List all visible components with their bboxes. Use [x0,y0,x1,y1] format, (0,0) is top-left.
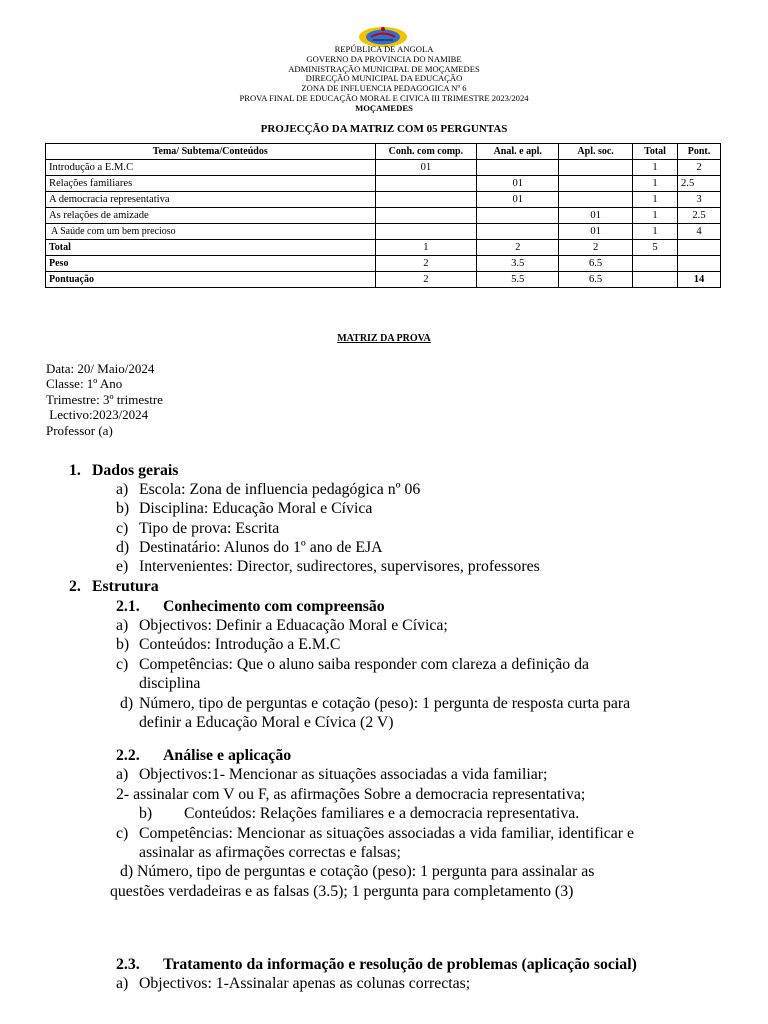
column-header: Apl. soc. [559,144,633,160]
table-cell: 2 [477,240,559,256]
table-cell: 6.5 [559,256,633,272]
list-marker: d) [120,695,134,712]
table-row [46,256,721,272]
info-class: Classe: 1º Ano [46,376,123,392]
list-marker: e) [116,558,129,575]
list-item: Disciplina: Educação Moral e Cívica [139,500,373,517]
header-line: ADMINISTRAÇÃO MUNICIPAL DE MOÇAMEDES [288,63,480,74]
table-cell: Pontuação [46,272,376,288]
list-marker: c) [116,825,129,842]
list-marker: c) [116,520,129,537]
section-title: Dados gerais [92,462,179,479]
column-header: Anal. e apl. [477,144,559,160]
table-cell: Introdução a E.M.C [46,160,376,176]
list-item: Competências: Que o aluno saiba responder com clareza a definição da [139,656,590,673]
list-item: Competências: Mencionar as situações associadas a vida familiar, identificar e [139,825,635,842]
table-row [46,192,721,208]
column-header: Pont. [678,144,721,160]
subsection-title: Tratamento da informação e resolução de problemas (aplicação social) [163,956,637,973]
table-cell: 1 [633,160,678,176]
list-item: Número, tipo de perguntas e cotação (peso): 1 pergunta de resposta curta para [139,695,631,712]
table-cell [375,208,477,224]
table-cell: 01 [477,176,559,192]
table-row [46,272,721,288]
list-marker: b) [116,636,130,653]
list-item-continuation: definir a Educação Moral e Cívica (2 V) [139,714,394,731]
table-cell [633,256,678,272]
list-item: Número, tipo de perguntas e cotação (peso): 1 pergunta para assinalar as [137,863,595,880]
list-item: Conteúdos: Relações familiares e a democracia representativa. [184,805,580,822]
section-number: 2. [69,578,81,595]
header-line: PROVA FINAL DE EDUCAÇÃO MORAL E CIVICA III TRIMESTRE 2023/2024 [239,92,529,103]
section-number: 1. [69,462,81,479]
section-title: Estrutura [92,578,159,595]
table-cell: 5 [633,240,678,256]
subsection-number: 2.2. [116,747,140,764]
table-cell [477,208,559,224]
column-header: Tema/ Subtema/Conteúdos [46,144,376,160]
list-item-continuation: assinalar as afirmações correctas e falsas; [139,844,401,861]
table-cell: 4 [678,224,721,240]
table-cell: 3 [678,192,721,208]
list-item: Objectivos: 1-Assinalar apenas as colunas correctas; [139,975,471,992]
table-cell: 1 [633,224,678,240]
list-item: Destinatário: Alunos do 1º ano de EJA [139,539,383,556]
table-cell: 3.5 [477,256,559,272]
table-cell: 6.5 [559,272,633,288]
table-cell: 01 [559,208,633,224]
document-header [0,45,768,114]
exam-info [46,361,163,438]
table-row [46,208,721,224]
table-cell: A democracia representativa [46,192,376,208]
table-cell [477,224,559,240]
table-row [46,160,721,176]
table-cell [375,224,477,240]
header-city: MOÇAMEDES [355,102,413,113]
list-marker: a) [116,481,129,498]
table-cell [678,240,721,256]
list-item: Objectivos: Definir a Eduacação Moral e Cívica; [139,617,448,634]
list-item-continuation: questões verdadeiras e as falsas (3.5); 1 pergunta para completamento (3) [110,883,574,900]
list-marker: a) [116,617,129,634]
subsection-number: 2.1. [116,598,140,615]
list-item: Tipo de prova: Escrita [139,520,280,537]
list-marker: d) [116,539,130,556]
table-cell [375,176,477,192]
table-cell: Relações familiares [46,176,376,192]
table-cell: 2.5 [678,176,721,192]
table-cell: As relações de amizade [46,208,376,224]
table-cell: 2.5 [678,208,721,224]
info-school-year: Lectivo:2023/2024 [46,407,149,423]
table-header-row [46,144,721,160]
header-line: REPÚBLICA DE ANGOLA [334,44,434,54]
table-cell: 2 [375,272,477,288]
header-line: ZONA DE INFLUENCIA PEDAGOGICA Nº 6 [301,83,467,94]
table-row [46,240,721,256]
table-cell [559,192,633,208]
list-marker: b) [116,500,130,517]
table-cell: 2 [559,240,633,256]
list-item: Intervenientes: Director, sudirectores, supervisores, professores [139,558,540,575]
list-item: Conteúdos: Introdução a E.M.C [139,636,341,653]
table-cell [375,192,477,208]
table-row [46,176,721,192]
table-cell: A Saúde com um bem precioso [46,224,376,240]
list-marker: a) [116,766,129,783]
table-cell: 14 [678,272,721,288]
table-cell [559,176,633,192]
subsection-number: 2.3. [116,956,140,973]
table-cell: 1 [633,192,678,208]
header-line: DIRECÇÃO MUNICIPAL DA EDUCAÇÃO [305,73,463,84]
table-cell: 1 [375,240,477,256]
list-marker: c) [116,656,129,673]
matriz-title: MATRIZ DA PROVA [337,333,431,344]
subsection-title: Conhecimento com compreensão [163,598,385,615]
table-cell: 01 [477,192,559,208]
table-cell [559,160,633,176]
column-header: Total [633,144,678,160]
table-cell: Total [46,240,376,256]
table-cell: 01 [559,224,633,240]
table-cell [633,272,678,288]
list-item: Objectivos:1- Mencionar as situações associadas a vida familiar; [139,766,548,783]
list-marker: d) [120,863,134,880]
subsection-title: Análise e aplicação [163,747,292,764]
table-cell: 2 [678,160,721,176]
list-marker: b) [139,805,153,822]
list-item-continuation: disciplina [139,675,201,692]
table-cell [477,160,559,176]
matrix-table [45,143,721,288]
header-line: GOVERNO DA PROVINCIA DO NAMIBE [306,53,462,64]
column-header: Conh. com comp. [375,144,477,160]
list-marker: a) [116,975,129,992]
table-cell: 2 [375,256,477,272]
list-item-continuation: 2- assinalar com V ou F, as afirmações Sobre a democracia representativa; [116,786,586,803]
table-cell: 01 [375,160,477,176]
info-date: Data: 20/ Maio/2024 [46,361,155,376]
table-cell: Peso [46,256,376,272]
table-cell: 5.5 [477,272,559,288]
list-item: Escola: Zona de influencia pedagógica nº 06 [139,481,421,498]
projection-title: PROJECÇÃO DA MATRIZ COM 05 PERGUNTAS [260,123,508,135]
table-cell: 1 [633,208,678,224]
table-cell [678,256,721,272]
info-teacher: Professor (a) [46,422,113,438]
table-cell: 1 [633,176,678,192]
table-row [46,224,721,240]
info-term: Trimestre: 3º trimestre [46,391,163,407]
